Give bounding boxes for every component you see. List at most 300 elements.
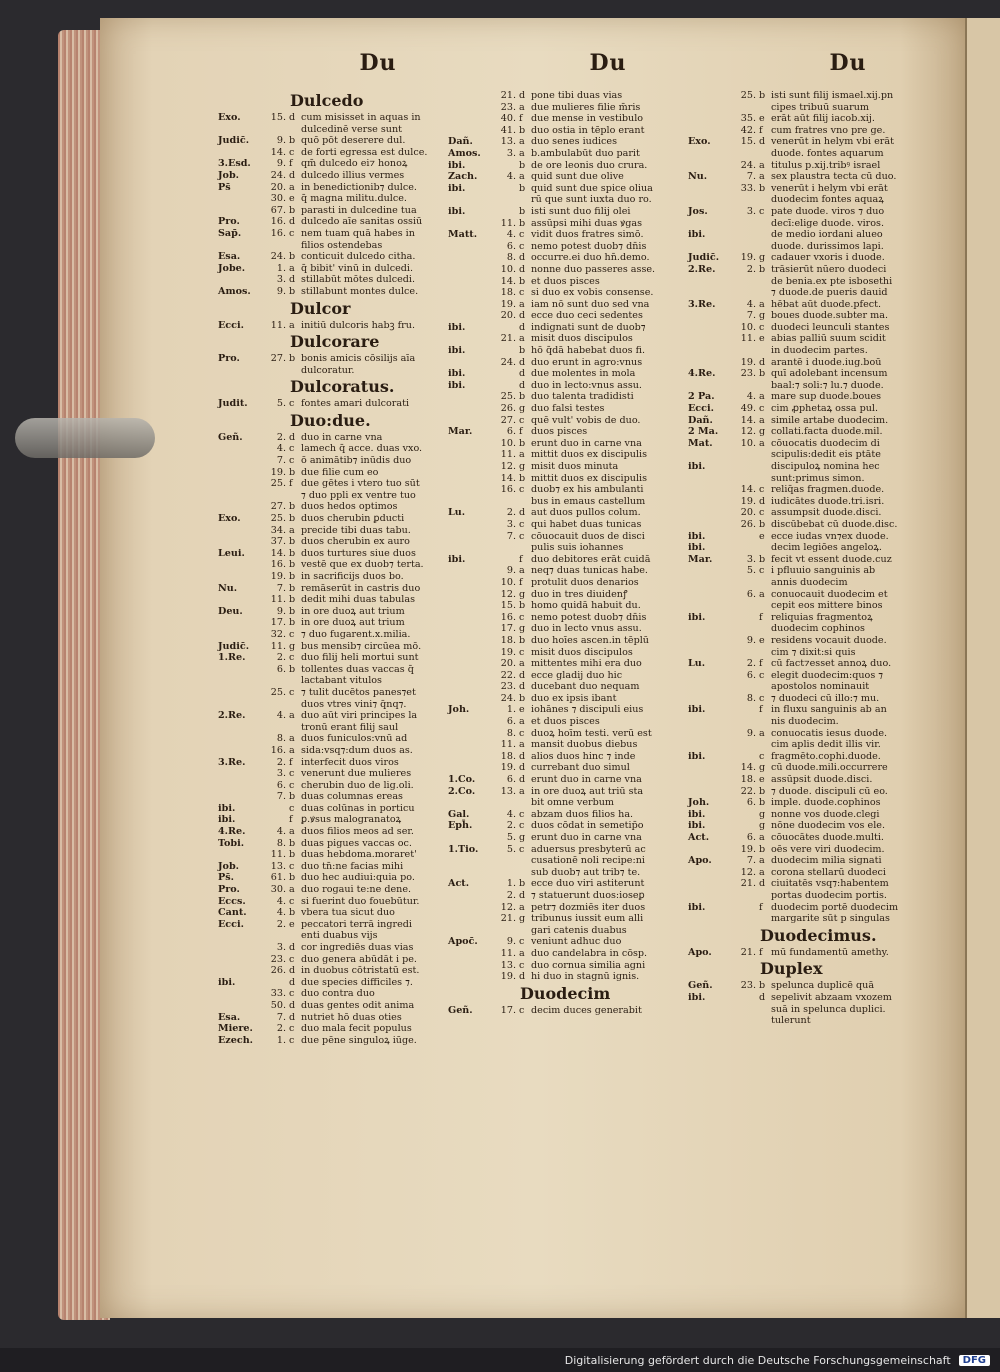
chapter-number: [734, 473, 759, 485]
concordance-line: [688, 554, 928, 566]
citation-text: duos filios meos ad ser.: [301, 826, 414, 838]
section-letter: a: [759, 855, 765, 867]
book-abbrev: Apoc̄.: [448, 936, 478, 948]
citation-text: conticuit dulcedo citha.: [301, 251, 416, 263]
section-letter: g: [759, 426, 766, 438]
concordance-line: [448, 473, 688, 485]
concordance-line: [688, 902, 928, 914]
chapter-number: [734, 612, 759, 624]
citation-text: duo cornua similia agni: [531, 959, 646, 971]
citation-text: cum fratres vno pre ge.: [771, 124, 886, 136]
concordance-line: [448, 786, 688, 798]
concordance-line: [448, 855, 688, 867]
chapter-number: 15.: [500, 600, 516, 612]
chapter-number: 33.: [740, 182, 756, 194]
section-letter: b: [289, 617, 296, 629]
chapter-number: [734, 461, 759, 473]
concordance-line: [688, 612, 928, 624]
section-letter: d: [519, 669, 526, 681]
chapter-number: 2.: [276, 431, 286, 443]
section-letter: c: [519, 518, 525, 530]
concordance-line: [448, 681, 688, 693]
chapter-number: 2.: [506, 889, 516, 901]
concordance-line: [218, 240, 458, 252]
citation-text: discūbebat cū duode.disc.: [771, 518, 898, 530]
section-letter: c: [289, 455, 295, 467]
book-abbrev: [218, 124, 264, 136]
citation-text: duos hedos optimos: [301, 501, 398, 513]
section-letter: c: [519, 287, 525, 299]
concordance-line: [448, 519, 688, 531]
section-letter: g: [759, 310, 766, 322]
citation-text: duas gentes odit anima: [301, 999, 415, 1011]
chapter-number: 26.: [270, 965, 286, 977]
concordance-line: [688, 496, 928, 508]
citation-text: tulerunt: [771, 1015, 811, 1027]
concordance-line: [448, 878, 688, 890]
citation-text: venerūt in helym vbi erāt: [771, 136, 894, 148]
section-letter: d: [519, 507, 526, 519]
chapter-number: 4.: [746, 391, 756, 403]
concordance-line: [688, 832, 928, 844]
book-abbrev: ibi.: [688, 461, 706, 472]
section-letter: [759, 542, 771, 554]
chapter-number: 24.: [500, 356, 516, 368]
citation-text: nonne duo passeres asse.: [531, 263, 656, 275]
citation-text: quid sunt due olive: [531, 171, 624, 183]
concordance-line: [218, 896, 458, 908]
concordance-line: [448, 264, 688, 276]
section-letter: d: [289, 112, 296, 123]
section-letter: c: [759, 750, 765, 762]
section-letter: [289, 699, 301, 711]
concordance-line: [218, 838, 458, 850]
citation-text: due gētes i vtero tuo sūt: [301, 478, 420, 490]
chapter-number: 11.: [500, 449, 516, 461]
concordance-line: [688, 635, 928, 647]
book-abbrev: [448, 102, 494, 114]
book-abbrev: [448, 670, 494, 682]
chapter-number: 23.: [740, 980, 756, 992]
citation-text: due filie cum eo: [301, 466, 379, 478]
chapter-number: 25.: [270, 478, 286, 490]
chapter-number: [734, 241, 759, 253]
chapter-number: 1.: [276, 262, 286, 274]
book-abbrev: [448, 658, 494, 670]
concordance-line: [688, 728, 928, 740]
section-letter: a: [289, 181, 295, 193]
concordance-line: [688, 670, 928, 682]
section-letter: b: [519, 205, 526, 217]
citation-text: duo candelabra in cōsp.: [531, 947, 648, 959]
book-abbrev: [218, 780, 264, 792]
chapter-number: 25.: [270, 513, 286, 525]
book-abbrev: Ecci.: [688, 403, 714, 415]
chapter-number: 9.: [276, 158, 286, 170]
chapter-number: [264, 490, 289, 502]
concordance-line: [218, 228, 458, 240]
section-letter: b: [289, 849, 296, 861]
concordance-line: [448, 496, 688, 508]
chapter-number: 4.: [506, 171, 516, 183]
concordance-line: [218, 216, 458, 228]
book-abbrev: [688, 635, 734, 647]
section-letter: [289, 675, 301, 687]
book-abbrev: Pro.: [218, 884, 240, 896]
citation-text: occurre.ei duo hn̄.demo.: [531, 252, 650, 264]
chapter-number: [734, 890, 759, 902]
section-letter: b: [519, 159, 526, 171]
section-letter: a: [519, 785, 525, 797]
section-letter: f: [289, 814, 293, 826]
section-letter: f: [519, 576, 523, 588]
book-abbrev: [688, 322, 734, 334]
citation-text: si duo ex vobis consense.: [531, 287, 654, 299]
concordance-line: [688, 160, 928, 172]
section-letter: [759, 241, 771, 253]
section-letter: c: [289, 802, 295, 814]
section-letter: c: [759, 205, 765, 217]
section-letter: f: [759, 611, 763, 623]
section-letter: a: [759, 832, 765, 843]
citation-text: due species difficiles ⁊.: [301, 976, 413, 988]
chapter-number: 2.: [746, 658, 756, 670]
concordance-line: [218, 467, 458, 479]
concordance-line: [448, 751, 688, 763]
book-abbrev: [218, 478, 264, 490]
section-letter: c: [759, 507, 765, 519]
concordance-line: [448, 102, 688, 114]
book-abbrev: Geñ.: [688, 980, 713, 992]
section-letter: a: [759, 298, 765, 310]
section-letter: g: [759, 252, 766, 264]
citation-text: portas duodecim portis.: [771, 889, 887, 901]
book-abbrev: ibi.: [448, 379, 466, 391]
citation-text: ciuitatēs vsq⁊:habentem: [771, 878, 889, 890]
concordance-line: [448, 461, 688, 473]
concordance-line: [218, 849, 458, 861]
chapter-number: 32.: [270, 628, 286, 640]
chapter-number: 16.: [270, 216, 286, 228]
book-abbrev: [218, 559, 264, 571]
concordance-line: [218, 606, 458, 618]
citation-text: cor ingrediēs duas vias: [301, 942, 414, 953]
concordance-line: [448, 148, 688, 160]
book-abbrev: [218, 988, 264, 1000]
section-letter: c: [759, 565, 765, 577]
section-letter: a: [289, 884, 295, 896]
book-abbrev: [218, 849, 264, 861]
citation-text: cū duode.mili.occurrere: [771, 762, 888, 774]
book-abbrev: [688, 519, 734, 531]
section-letter: d: [759, 136, 766, 148]
concordance-line: [688, 391, 928, 403]
section-letter: [759, 218, 771, 230]
concordance-line: [448, 913, 688, 925]
concordance-line: [688, 855, 928, 867]
concordance-line: [688, 623, 928, 635]
citation-text: lactabant vitulos: [301, 675, 382, 687]
citation-text: decim legiōes angeloꝝ.: [771, 542, 882, 554]
book-abbrev: [218, 205, 264, 217]
section-letter: c: [289, 628, 295, 640]
citation-text: hō q̄dā habebat duos fi.: [531, 345, 646, 357]
book-abbrev: [448, 855, 494, 867]
section-letter: e: [759, 113, 765, 125]
book-abbrev: [448, 449, 494, 461]
book-abbrev: [218, 443, 264, 455]
citation-text: duo contra duo: [301, 988, 375, 1000]
concordance-line: [218, 919, 458, 931]
concordance-line: [688, 844, 928, 856]
citation-text: in ore duoꝝ aut trium: [301, 605, 405, 617]
book-abbrev: [688, 589, 734, 601]
citation-text: oēs vere viri duodecim.: [771, 843, 885, 855]
chapter-number: 61.: [270, 872, 286, 884]
citation-text: residens vocauit duode.: [771, 634, 887, 646]
citation-text: b.ambulabūt duo parit̄: [531, 147, 640, 159]
book-abbrev: [218, 571, 264, 583]
entry-heading: Duo:due.: [290, 410, 371, 430]
concordance-line: [688, 345, 928, 357]
book-abbrev: Tobi.: [218, 837, 245, 849]
chapter-number: 18.: [500, 287, 516, 299]
book-abbrev: [448, 299, 494, 311]
section-letter: c: [289, 652, 295, 664]
concordance-line: [218, 147, 458, 159]
concordance-line: [448, 612, 688, 624]
book-abbrev: Miere.: [218, 1023, 253, 1035]
book-abbrev: Mar.: [688, 553, 713, 565]
section-letter: c: [519, 611, 525, 623]
chapter-number: 10.: [740, 437, 756, 449]
section-letter: g: [759, 820, 766, 832]
section-letter: f: [759, 901, 763, 913]
concordance-line: [448, 438, 688, 450]
book-abbrev: 2.Co.: [448, 785, 476, 797]
book-abbrev: [448, 461, 494, 473]
book-abbrev: 1.Tio.: [448, 843, 479, 855]
book-abbrev: ibi.: [448, 182, 466, 194]
chapter-number: [734, 902, 759, 914]
book-abbrev: [448, 484, 494, 496]
section-letter: a: [519, 147, 525, 159]
section-letter: c: [289, 1034, 295, 1046]
chapter-number: 5.: [506, 832, 516, 843]
section-letter: c: [519, 414, 525, 426]
chapter-number: [734, 992, 759, 1004]
citation-text: nis duodecim.: [771, 716, 839, 728]
concordance-line: [448, 484, 688, 496]
chapter-number: 7.: [746, 171, 756, 183]
book-abbrev: [688, 1015, 734, 1027]
citation-text: duode. fontes aquarum: [771, 147, 884, 159]
book-abbrev: [218, 147, 264, 159]
citation-text: assūpsit duode.disci.: [771, 774, 873, 786]
citation-text: duo falsi testes: [531, 403, 605, 415]
chapter-number: 16.: [270, 744, 286, 756]
column-header: Du: [359, 50, 397, 76]
citation-text: abzam duos filios ha.: [531, 808, 634, 820]
chapter-number: 3.: [506, 147, 516, 159]
section-letter: b: [289, 582, 296, 594]
book-abbrev: Joh.: [688, 797, 710, 809]
citation-text: lamech q̄ acce. duas vxo.: [301, 443, 423, 455]
chapter-number: 16.: [500, 484, 516, 496]
book-abbrev: [448, 218, 494, 230]
chapter-number: 16.: [270, 227, 286, 239]
book-abbrev: [218, 617, 264, 629]
citation-text: bonis amicis cōsilijs aīa: [301, 353, 416, 365]
concordance-line: [688, 739, 928, 751]
chapter-number: 21.: [740, 946, 756, 958]
concordance-line: [688, 299, 928, 311]
book-abbrev: Nu.: [218, 582, 238, 594]
section-letter: [759, 681, 771, 693]
book-abbrev: Jos.: [688, 205, 708, 217]
section-letter: c: [519, 936, 525, 948]
chapter-number: 9.: [506, 936, 516, 948]
section-letter: b: [289, 135, 296, 147]
section-letter: a: [759, 159, 765, 171]
concordance-line: [688, 507, 928, 519]
chapter-number: 23.: [270, 953, 286, 965]
citation-text: margarite sūt p singulas: [771, 913, 890, 925]
concordance-line: [218, 432, 458, 444]
chapter-number: 22.: [740, 785, 756, 797]
chapter-number: [734, 647, 759, 659]
concordance-line: [448, 322, 688, 334]
citation-text: de forti egressa est dulce.: [301, 146, 428, 158]
chapter-number: 6.: [746, 588, 756, 600]
section-letter: c: [519, 808, 525, 820]
chapter-number: [734, 577, 759, 589]
section-letter: b: [519, 275, 526, 287]
section-letter: b: [759, 843, 766, 855]
book-abbrev: ibi.: [448, 205, 466, 217]
section-letter: c: [289, 860, 295, 872]
book-abbrev: [448, 890, 494, 902]
chapter-number: 11.: [500, 739, 516, 751]
concordance-line: [448, 635, 688, 647]
citation-text: tollentes duas vaccas q̄: [301, 663, 414, 675]
chapter-number: 18.: [500, 750, 516, 762]
book-abbrev: [688, 218, 734, 230]
chapter-number: 2.: [276, 652, 286, 664]
book-abbrev: [448, 333, 494, 345]
chapter-number: 16.: [500, 611, 516, 623]
book-abbrev: ibi.: [448, 321, 466, 333]
citation-text: quī adolebant incensum: [771, 368, 888, 380]
concordance-line: [448, 693, 688, 705]
section-letter: [519, 194, 531, 206]
book-abbrev: [448, 739, 494, 751]
section-letter: [759, 345, 771, 357]
book-abbrev: Zach.: [448, 171, 478, 183]
citation-text: dulcedinē verse sunt: [301, 123, 403, 135]
book-abbrev: ibi.: [448, 159, 466, 171]
section-letter: e: [759, 530, 765, 542]
chapter-number: 19.: [500, 762, 516, 774]
concordance-line: [218, 536, 458, 548]
concordance-line: [688, 415, 928, 427]
book-abbrev: Pro.: [218, 353, 240, 365]
citation-text: nem tuam quā habes in: [301, 227, 415, 239]
concordance-line: [688, 716, 928, 728]
citation-text: mittit duos ex discipulis: [531, 472, 648, 484]
citation-text: duo mala fecit populus: [301, 1023, 412, 1035]
concordance-line: [688, 218, 928, 230]
chapter-number: [734, 600, 759, 612]
citation-text: erunt duo in carne vna: [531, 437, 642, 449]
chapter-number: 20.: [500, 310, 516, 322]
section-letter: d: [289, 216, 296, 228]
chapter-number: 21.: [740, 878, 756, 890]
section-letter: d: [519, 310, 526, 322]
citation-text: collati.facta duode.mil.: [771, 426, 883, 438]
chapter-number: [264, 699, 289, 711]
chapter-number: 3.: [276, 274, 286, 286]
book-abbrev: [448, 194, 494, 206]
concordance-line: [448, 589, 688, 601]
citation-text: ducebant duo nequam: [531, 681, 640, 693]
chapter-number: 13.: [270, 860, 286, 872]
section-letter: b: [759, 263, 766, 275]
concordance-line: [448, 739, 688, 751]
chapter-number: 3.: [276, 942, 286, 953]
citation-text: gari catenis duabus: [531, 924, 627, 936]
concordance-line: [218, 182, 458, 194]
citation-text: ecce duo viri astiterunt: [531, 878, 645, 890]
concordance-line: [218, 455, 458, 467]
chapter-number: 42.: [740, 124, 756, 136]
section-letter: a: [519, 947, 525, 959]
book-abbrev: ibi.: [218, 814, 236, 826]
concordance-line: [688, 762, 928, 774]
chapter-number: 20.: [270, 181, 286, 193]
concordance-line: [688, 867, 928, 879]
chapter-number: 11.: [500, 217, 516, 229]
concordance-line: [218, 861, 458, 873]
citation-text: erāt aūt filij iacob.xij.: [771, 113, 875, 125]
section-letter: d: [289, 999, 296, 1011]
citation-text: sub duob⁊ aut trib⁊ te.: [531, 866, 641, 878]
chapter-number: 22.: [500, 669, 516, 681]
citation-text: q̄ magna militu.dulce.: [301, 193, 407, 205]
digitization-footer: [0, 1348, 1000, 1372]
concordance-line: [218, 884, 458, 896]
chapter-number: 7.: [506, 530, 516, 542]
book-abbrev: [448, 252, 494, 264]
section-letter: a: [289, 319, 295, 331]
citation-text: cōuocatis duodecim di: [771, 437, 880, 449]
text-column-3: [688, 50, 928, 1027]
chapter-number: [264, 977, 289, 989]
section-letter: a: [759, 391, 765, 403]
book-abbrev: [218, 687, 264, 699]
citation-text: cim ⁊ dixit:si quis: [771, 646, 856, 658]
chapter-number: [734, 276, 759, 288]
citation-text: quē vult' vobis de duo.: [531, 414, 641, 426]
citation-text: ꝑ.ꝟsus malogranatoꝝ: [301, 814, 402, 826]
citation-text: sex plaustra tecta cū duo.: [771, 171, 897, 183]
concordance-line: [448, 310, 688, 322]
chapter-number: [734, 542, 759, 554]
book-abbrev: Mat.: [688, 437, 713, 449]
book-abbrev: [688, 183, 734, 195]
concordance-line: [218, 112, 458, 124]
chapter-number: 3.: [506, 518, 516, 530]
